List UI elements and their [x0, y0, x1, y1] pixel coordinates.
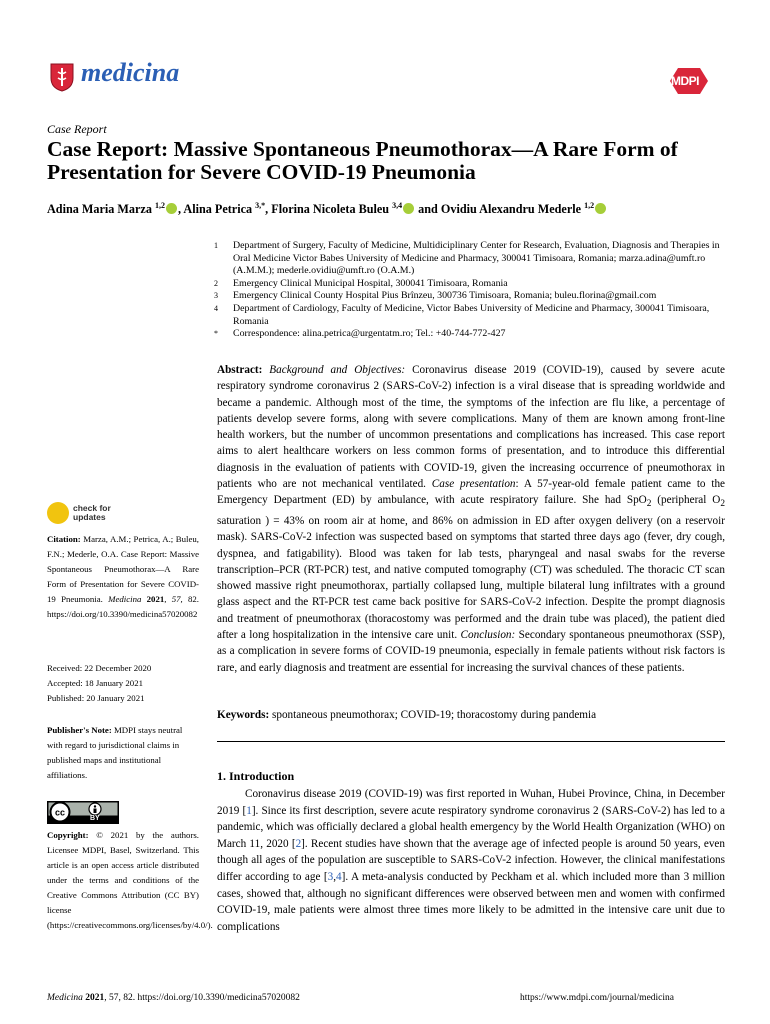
footer-doi[interactable]: , 57, 82. https://doi.org/10.3390/medicina57020082	[104, 993, 300, 1003]
publisher-note-label: Publisher's Note:	[47, 725, 112, 735]
check-updates-line: updates	[73, 512, 106, 522]
orcid-icon[interactable]	[595, 203, 606, 214]
abstract-case-text: (peripheral O	[651, 494, 721, 507]
affiliation-text: Department of Surgery, Faculty of Medicine, Multidiciplinary Center for Research, Evaluation, Diagnosis and Therapies in Oral Medicine Victor Babes University of Medicine and Pharmacy, 300041 Timisoara, Romania; marza.adina@umft.ro (A.M.M.); mederle.ovidiu@umft.ro (O.A.M.)	[233, 240, 720, 277]
received-date: Received: 22 December 2020	[47, 663, 152, 673]
citation-link[interactable]: 4	[336, 870, 342, 883]
citation-link[interactable]: 1	[246, 804, 252, 817]
abstract-case-text: : A 57-year-old female patient came to the Emergency Department (ED) by ambulance, with acute respiratory failure. She had SpO	[217, 478, 726, 507]
affiliation-item	[214, 278, 724, 291]
section-heading: 1. Introduction	[217, 769, 295, 783]
medicina-emblem-icon	[49, 62, 75, 92]
affiliation-text: Emergency Clinical Municipal Hospital, 300041 Timisoara, Romania	[233, 277, 508, 289]
copyright-text: © 2021 by the authors. Licensee MDPI, Basel, Switzerland. This article is an open access article distributed under the terms and conditions of the Creative Commons Attribution (CC BY) license (https://creativecommons.org/licenses/by/4.0/).	[47, 830, 213, 930]
author-affil-sup: 1,2	[154, 201, 165, 210]
accepted-date: Accepted: 18 January 2021	[47, 678, 144, 688]
orcid-icon[interactable]	[166, 203, 177, 214]
mdpi-logo-text: MDPI	[671, 74, 699, 88]
affiliations	[214, 240, 724, 341]
author-affil-sup: 3,4	[392, 201, 403, 210]
author-name[interactable]: Florina Nicoleta Buleu	[271, 202, 390, 217]
citation-text: Marza, A.M.; Petrica, A.; Buleu, F.N.; Mederle, O.A. Case Report: Massive Spontaneous Pneumothorax—A Rare Form of Presentation for Severe COVID-19 Pneumonia.	[47, 534, 199, 604]
abstract-label: Abstract:	[217, 364, 263, 376]
body-text: ]. A meta-analysis conducted by Peckham et al. which included more than 3 million cases, showed that, although no significant differences were observed between men and women with confirmed COVID-19, male patients were almost three times more likely to be admitted in the intensive care unit due to complications	[217, 870, 725, 933]
orcid-icon[interactable]	[403, 203, 414, 214]
affiliation-text: Emergency Clinical County Hospital Pius Brînzeu, 300736 Timisoara, Romania; buleu.florina@gmail.com	[233, 290, 657, 302]
citation-label: Citation:	[47, 534, 81, 544]
affiliation-number: 3	[214, 291, 218, 301]
citation-doi[interactable]: , 82. https://doi.org/10.3390/medicina57020082	[47, 594, 200, 619]
affiliation-item	[214, 240, 724, 278]
citation-volume: 57	[171, 594, 181, 604]
cc-by-label: BY	[90, 815, 100, 822]
check-updates-icon	[47, 502, 69, 524]
correspondence	[214, 328, 724, 341]
published-date: Published: 20 January 2021	[47, 693, 145, 703]
journal-name: medicina	[81, 58, 180, 87]
abstract-conclusion-label: Conclusion:	[460, 628, 516, 641]
affiliation-item	[214, 303, 724, 328]
copyright-label: Copyright:	[47, 830, 89, 840]
citation-year: 2021	[146, 594, 165, 604]
check-updates-text	[73, 504, 111, 522]
author-name[interactable]: Ovidiu Alexandru Mederle	[440, 202, 582, 217]
author-list: Adina Maria Marza $^{1,2}$ , Alina Petrica $^{3,*}$, Florina Nicoleta Buleu $^{3,4}$ and Ovidiu Alexandru Mederle $^{1,2}$	[47, 201, 727, 217]
creative-commons-icon	[47, 801, 119, 824]
check-for-updates-badge[interactable]	[47, 502, 147, 528]
author-name[interactable]: Adina Maria Marza	[47, 202, 152, 217]
svg-text:cc: cc	[54, 807, 66, 818]
affiliation-item	[214, 290, 724, 303]
affiliation-number: 2	[214, 278, 218, 288]
cc-by-license-badge[interactable]	[47, 801, 119, 824]
affiliation-text: Department of Cardiology, Faculty of Medicine, Victor Babes University of Medicine and Pharmacy, 300041 Timisoara, Romania	[233, 302, 710, 327]
affiliation-number: *	[214, 329, 218, 339]
abstract-background-label: Background and Objectives:	[269, 364, 406, 376]
citation-journal: Medicina	[108, 594, 142, 604]
journal-logo[interactable]	[49, 58, 239, 96]
abstract-background-text: Coronavirus disease 2019 (COVID-19), caused by severe acute respiratory syndrome coronavirus 2 (SARS-CoV-2) infection is a viral disease that is spreading worldwide and became a pandemic. Although most of the time, the symptoms of the infection are flu like, a percentage of patients develop severe forms, along with severe complications. Many of them are known among front-line health workers, but the number of uncommon presentations and complications has increased. This case report aims to alert healthcare workers on less common forms of presentation, and to introduce this differential diagnosis in the evaluation of patients with COVID-19, given the increasing occurrence of pneumothorax in patients who are not mechanical ventilated.	[217, 364, 725, 491]
body-text: ,	[333, 870, 337, 883]
subscript: 2	[720, 499, 725, 510]
article-type: Case Report	[47, 122, 107, 136]
affiliation-number: 1	[214, 241, 218, 250]
body-text: ]. Since its first description, severe acute respiratory syndrome coronavirus 2 (SARS-CoV-2) has led to a pandemic, which was officially declared a global health emergency by the World Health Organization (WHO) on March 11, 2020 [	[217, 804, 725, 850]
mdpi-logo[interactable]	[668, 66, 710, 96]
keywords-text: spontaneous pneumothorax; COVID-19; thoracostomy during pandemia	[272, 709, 597, 721]
body-text: ]. Recent studies have shown that the average age of infected people is around 50 years, even though all ages of the population are susceptible to SARS-CoV-2 infection. However, the clinical manifestations differ according to age [	[217, 837, 725, 883]
footer-year: 2021	[85, 993, 105, 1003]
article-title: Case Report: Massive Spontaneous Pneumothorax—A Rare Form of Presentation for Severe COVID-19 Pneumonia	[47, 137, 678, 184]
subscript: 2	[646, 499, 652, 510]
footer-journal: Medicina	[47, 993, 83, 1003]
publication-dates	[47, 661, 207, 706]
abstract-case-text: saturation ) = 43% on room air at home, and 86% on admission in ED after oxygen delivery (on a reservoir mask). SARS-CoV-2 infection was suspected based on symptoms that started three days ago (fever, dry cough, dyspnea, and fatigability). Blood was taken for lab tests, pharyngeal and nasal swabs for the reverse transcription–PCR (RT-PCR) test, and native computed tomography (CT) was scheduled. The thoracic CT scan showed massive right pneumothorax, partially collapsed lung, multiple bilateral lung infiltrates with a ground glass aspect and the RT-PCR test came back positive for SARS-CoV-2 infection. Despite the prompt diagnosis and treatment of pneumothorax (thoracostomy was performed and the drain tube was placed), the patient died after a long hospitalization in the intensive care unit.	[217, 514, 725, 641]
publisher-note-text: MDPI stays neutral with regard to jurisdictional claims in published maps and institutional affiliations.	[47, 725, 183, 780]
copyright-notice	[47, 828, 213, 933]
author-name[interactable]: Alina Petrica	[183, 202, 253, 217]
abstract-case-label: Case presentation	[431, 478, 516, 491]
abstract-conclusion-text: Secondary spontaneous pneumothorax (SSP), as a complication in severe forms of COVID-19 pneumonia, especially in female patients without risk factors is rare, and early diagnosis and treatment are essential for increasing the survival chances of these patients.	[217, 628, 725, 674]
keywords	[217, 709, 725, 721]
correspondence-text: Correspondence: alina.petrica@urgentatm.ro; Tel.: +40-744-772-427	[233, 328, 506, 340]
footer-journal-url[interactable]: https://www.mdpi.com/journal/medicina	[520, 993, 674, 1003]
author-affil-sup: 1,2	[584, 201, 595, 210]
abstract	[217, 362, 725, 676]
authors-and: and	[418, 202, 438, 217]
publisher-note	[47, 723, 199, 783]
author-affil-sup: 3,*	[255, 201, 266, 210]
citation-link[interactable]: 3	[327, 870, 334, 883]
body-text: Coronavirus disease 2019 (COVID-19) was first reported in Wuhan, Hubei Province, China, in December 2019 [	[217, 788, 725, 817]
citation-link[interactable]: 2	[295, 837, 302, 850]
keywords-label: Keywords:	[217, 709, 270, 721]
affiliation-number: 4	[214, 303, 218, 313]
divider	[217, 741, 725, 742]
citation-block: Citation: Marza, A.M.; Petrica, A.; Buleu, F.N.; Mederle, O.A. Case Report: Massive Spontaneous Pneumothorax—A Rare Form of Presentation for Severe COVID-19 Pneumonia. Medicina 2021, 57, 82. https://doi.org/10.3390/medicina57020082	[47, 534, 200, 619]
check-updates-line: check for	[73, 503, 111, 513]
introduction-paragraph	[217, 786, 725, 935]
footer-citation	[47, 993, 300, 1003]
